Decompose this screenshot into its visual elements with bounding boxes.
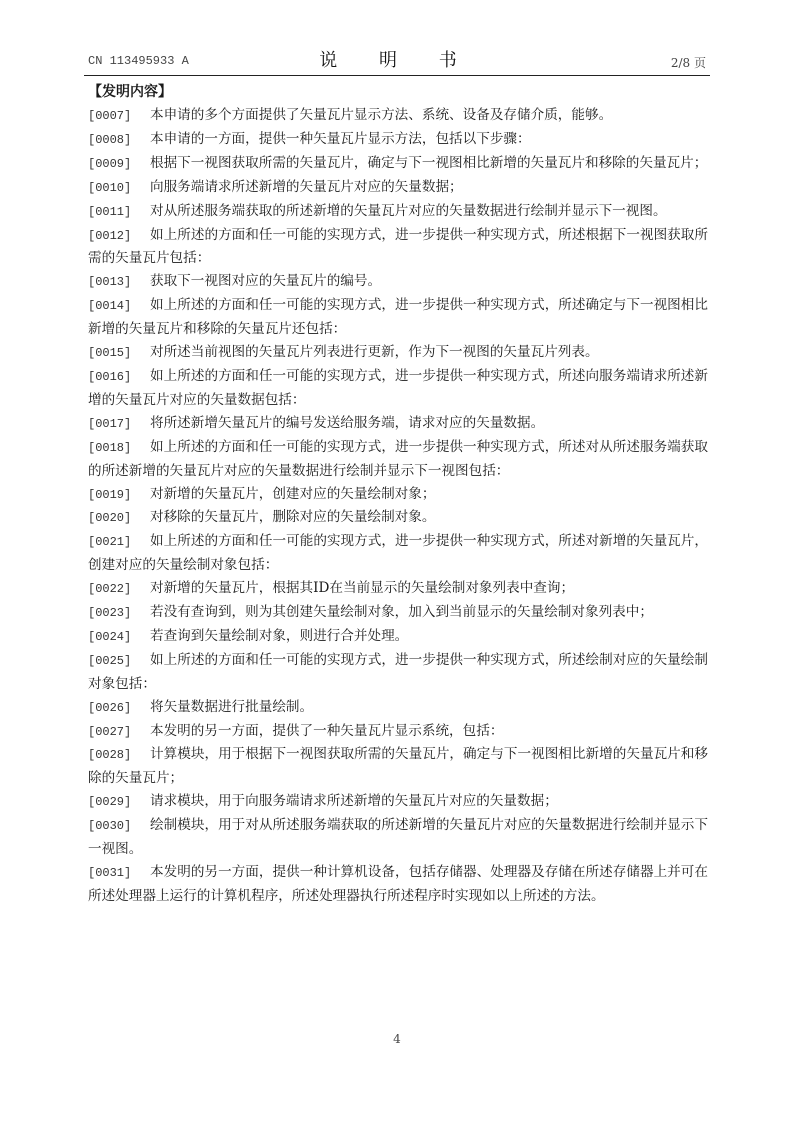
paragraph-text: 向服务端请求所述新增的矢量瓦片对应的矢量数据；	[150, 178, 463, 195]
paragraph-text: 根据下一视图获取所需的矢量瓦片，确定与下一视图相比新增的矢量瓦片和移除的矢量瓦片；	[150, 154, 708, 171]
paragraph-number: [0019]	[88, 487, 132, 502]
paragraph	[88, 696, 708, 720]
paragraph-text: 将矢量数据进行批量绘制。	[150, 698, 314, 715]
paragraph-number: [0025]	[88, 653, 132, 668]
paragraph	[88, 601, 708, 625]
paragraph-number: [0029]	[88, 795, 132, 810]
paragraph-text: 若没有查询到，则为其创建矢量绘制对象，加入到当前显示的矢量绘制对象列表中；	[150, 604, 653, 621]
paragraph-number: [0010]	[88, 180, 132, 195]
paragraph-number: [0012]	[88, 228, 132, 243]
page-number: 4	[393, 1032, 401, 1046]
paragraph	[88, 412, 708, 436]
paragraph-number: [0031]	[88, 866, 132, 880]
paragraph-number: [0016]	[88, 369, 132, 384]
paragraph	[88, 270, 708, 294]
paragraph-number: [0007]	[88, 109, 132, 123]
paragraph-number: [0023]	[88, 606, 132, 621]
paragraph-text: 如上所述的方面和任一可能的实现方式，进一步提供一种实现方式，所述确定与下一视图相比新增的矢量瓦片和移除的矢量瓦片还包括：	[88, 297, 708, 338]
paragraph-number: [0009]	[88, 156, 132, 171]
paragraph-number: [0020]	[88, 511, 132, 526]
paragraph-text: 对所述当前视图的矢量瓦片列表进行更新，作为下一视图的矢量瓦片列表。	[150, 344, 599, 361]
paragraph-text: 如上所述的方面和任一可能的实现方式，进一步提供一种实现方式，所述向服务端请求所述新增的矢量瓦片对应的矢量数据包括：	[88, 367, 708, 408]
paragraph-text: 如上所述的方面和任一可能的实现方式，进一步提供一种实现方式，所述绘制对应的矢量绘制对象包括：	[88, 651, 708, 692]
paragraph	[88, 790, 708, 814]
header-divider	[84, 75, 710, 76]
paragraph-number: [0021]	[88, 535, 132, 550]
paragraph-number: [0011]	[88, 204, 132, 219]
paragraph-number: [0013]	[88, 275, 132, 290]
paragraph-number: [0026]	[88, 700, 132, 715]
paragraph	[88, 436, 708, 483]
paragraph-text: 对从所述服务端获取的所述新增的矢量瓦片对应的矢量数据进行绘制并显示下一视图。	[150, 202, 667, 219]
page-count: 2/8 页	[670, 56, 706, 70]
paragraph-text: 获取下一视图对应的矢量瓦片的编号。	[150, 273, 382, 290]
paragraph-text: 请求模块，用于向服务端请求所述新增的矢量瓦片对应的矢量数据；	[150, 793, 558, 810]
paragraph-number: [0018]	[88, 440, 132, 455]
paragraph	[88, 861, 708, 908]
paragraph-text: 如上所述的方面和任一可能的实现方式，进一步提供一种实现方式，所述对从所述服务端获取的所述新增的矢量瓦片对应的矢量数据进行绘制并显示下一视图包括：	[88, 438, 708, 479]
paragraph-number: [0014]	[88, 299, 132, 314]
paragraph	[88, 506, 708, 530]
paragraph-text: 如上所述的方面和任一可能的实现方式，进一步提供一种实现方式，所述根据下一视图获取所需的矢量瓦片包括：	[88, 226, 708, 267]
paragraph-number: [0017]	[88, 416, 132, 431]
paragraph-number: [0027]	[88, 724, 132, 739]
paragraph	[88, 104, 708, 128]
publication-number: CN 113495933 A	[88, 54, 189, 68]
paragraph	[88, 625, 708, 649]
paragraph-text: 本申请的多个方面提供了矢量瓦片显示方法、系统、设备及存储介质，能够。	[150, 107, 613, 123]
section-title: 【发明内容】	[88, 84, 172, 100]
paragraph-number: [0008]	[88, 132, 132, 147]
paragraph	[88, 720, 708, 744]
paragraph-text: 将所述新增矢量瓦片的编号发送给服务端，请求对应的矢量数据。	[150, 414, 545, 431]
paragraph-text: 若查询到矢量绘制对象，则进行合并处理。	[150, 627, 409, 644]
paragraph	[88, 483, 708, 507]
paragraph	[88, 530, 708, 577]
paragraph-number: [0024]	[88, 629, 132, 644]
paragraph-text: 本发明的另一方面，提供了一种矢量瓦片显示系统，包括：	[150, 722, 504, 739]
paragraph-number: [0015]	[88, 346, 132, 361]
paragraph	[88, 341, 708, 365]
paragraph-text: 如上所述的方面和任一可能的实现方式，进一步提供一种实现方式，所述对新增的矢量瓦片，创建对应的矢量绘制对象包括：	[88, 533, 708, 574]
paragraph	[88, 814, 708, 861]
paragraph	[88, 152, 708, 176]
paragraph-number: [0030]	[88, 819, 132, 834]
paragraph-text: 对新增的矢量瓦片，创建对应的矢量绘制对象；	[150, 485, 436, 502]
paragraph	[88, 128, 708, 152]
paragraph	[88, 365, 708, 412]
paragraph-number: [0022]	[88, 582, 132, 597]
paragraph	[88, 743, 708, 790]
paragraph-number: [0028]	[88, 748, 132, 763]
document-title: 说 明 书	[319, 50, 475, 71]
page-header	[88, 46, 706, 74]
paragraph-text: 对新增的矢量瓦片，根据其ID在当前显示的矢量绘制对象列表中查询；	[150, 580, 575, 597]
paragraph	[88, 176, 708, 200]
paragraph	[88, 200, 708, 224]
paragraph	[88, 224, 708, 271]
paragraph-text: 本发明的另一方面，提供一种计算机设备，包括存储器、处理器及存储在所述存储器上并可在所述处理器上运行的计算机程序，所述处理器执行所述程序时实现如以上所述的方法。	[88, 864, 708, 904]
paragraph-text: 绘制模块，用于对从所述服务端获取的所述新增的矢量瓦片对应的矢量数据进行绘制并显示下一视图。	[88, 817, 708, 858]
paragraph-text: 对移除的矢量瓦片，删除对应的矢量绘制对象。	[150, 509, 436, 526]
document-body	[88, 82, 708, 908]
paragraph	[88, 577, 708, 601]
paragraph	[88, 649, 708, 696]
paragraph	[88, 294, 708, 341]
paragraph-text: 本申请的一方面，提供一种矢量瓦片显示方法，包括以下步骤：	[150, 130, 531, 147]
paragraph-text: 计算模块，用于根据下一视图获取所需的矢量瓦片，确定与下一视图相比新增的矢量瓦片和移除的矢量瓦片；	[88, 746, 708, 787]
